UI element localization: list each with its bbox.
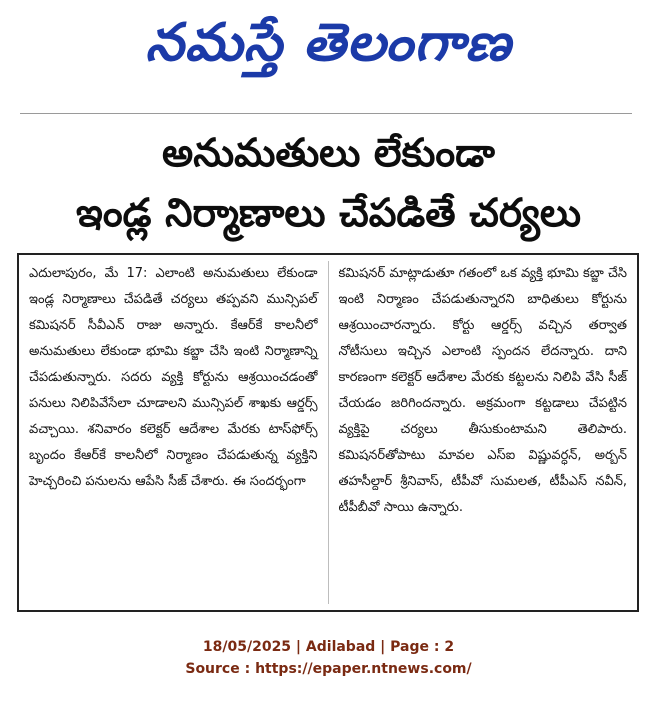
- newspaper-logo: నమస్తే తెలంగాణ: [145, 13, 512, 73]
- article-body: [17, 253, 639, 612]
- article-paragraph-1: ఎదులాపురం, మే 17: ఎలాంటి అనుమతులు లేకుండా ఇండ్ల నిర్మాణాలు చేపడితే చర్యలు తప్పవని మున్సిపల్ కమిషనర్ సీవీఎన్ రాజు అన్నారు. కేఆర్‌కే కాలనీలో అనుమతులు లేకుండా భూమి కబ్జా చేసి ఇంటి నిర్మాణాన్ని చేపడుతున్నారు. సదరు వ్యక్తి కోర్టును ఆశ్రయించడంతో పనులు నిలిపివేసేలా చూడాలని మున్సిపల్ శాఖకు ఆర్డర్స్ వచ్చాయి. శనివారం కలెక్టర్ ఆదేశాల మేరకు టాస్‌ఫోర్స్ బృందం కేఆర్‌కే కాలనీలో నిర్మాణం చేపడుతున్న వ్యక్తిని హెచ్చరించి పనులను ఆపేసి సీజ్ చేశారు. ఈ సందర్భంగా: [29, 266, 318, 489]
- footer: [0, 636, 657, 680]
- article-paragraph-2: కమిషనర్ మాట్లాడుతూ గతంలో ఒక వ్యక్తి భూమి కబ్జా చేసి ఇంటి నిర్మాణం చేపడుతున్నారని బాధితులు కోర్టును ఆశ్రయించారన్నారు. కోర్టు ఆర్డర్స్ వచ్చిన తర్వాత నోటీసులు ఇచ్చిన ఎలాంటి స్పందన లేదన్నారు. దాని కారణంగా కలెక్టర్ ఆదేశాల మేరకు కట్టలను నిలిపి వేసి సీజ్ చేయడం జరిగిందన్నారు. అక్రమంగా కట్టడాలు చేపట్టిన వ్యక్తిపై చర్యలు తీసుకుంటామని తెలిపారు. కమిషనర్‌తోపాటు మావల ఎస్ఐ విష్ణువర్ధన్, అర్బన్ తహసీల్దార్ శ్రీనివాస్, టీపీవో సుమలత, టీపీఎస్ నవీన్, టీపీబీవో సాయి ఉన్నారు.: [338, 266, 627, 515]
- headline-line-2: ఇండ్ల నిర్మాణాలు చేపడితే చర్యలు: [76, 191, 581, 236]
- headline-line-1: అనుమతులు లేకుండా: [162, 131, 495, 176]
- masthead: [0, 8, 657, 88]
- article-headline: [20, 124, 637, 244]
- masthead-divider: [20, 113, 632, 114]
- article-column-2: [329, 255, 638, 610]
- footer-source: Source : https://epaper.ntnews.com/: [185, 661, 472, 677]
- article-column-1: [19, 255, 328, 610]
- footer-dateline: 18/05/2025 | Adilabad | Page : 2: [202, 639, 455, 655]
